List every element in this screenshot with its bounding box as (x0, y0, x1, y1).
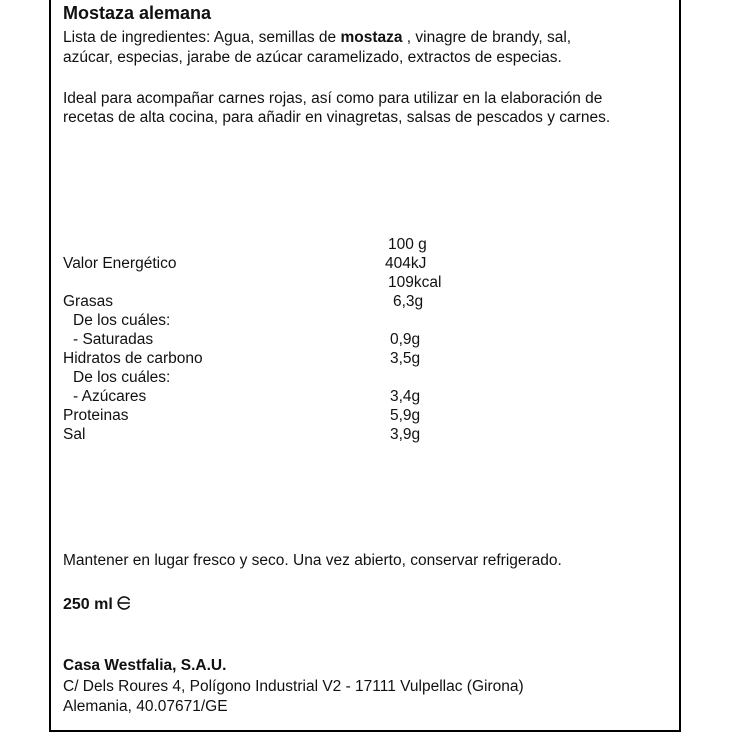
company-name: Casa Westfalia, S.A.U. (63, 657, 227, 674)
description-line-1: Ideal para acompañar carnes rojas, así como para utilizar en la elaboración de (63, 90, 603, 107)
nutrient-value: 6,3g (393, 293, 424, 310)
product-title: Mostaza alemana (63, 3, 212, 23)
energy-label: Valor Energético (63, 255, 177, 272)
energy-kcal: 109kcal (388, 274, 442, 291)
nutrition-header: 100 g (388, 236, 427, 253)
nutrient-value: 3,4g (390, 388, 421, 405)
nutrient-value: 3,5g (390, 350, 421, 367)
nutrient-label: De los cuáles: (73, 369, 171, 386)
ingredients-suffix: , vinagre de brandy, sal, (402, 29, 572, 46)
company-country-code: Alemania, 40.07671/GE (63, 698, 228, 715)
nutrient-label: Grasas (63, 293, 113, 310)
ingredients-allergen: mostaza (340, 29, 403, 46)
ingredients-line-1 (63, 28, 571, 47)
nutrient-label: - Azúcares (73, 388, 147, 405)
nutrient-value: 3,9g (390, 426, 421, 443)
nutrient-label: De los cuáles: (73, 312, 171, 329)
nutrient-label: - Saturadas (73, 331, 154, 348)
net-quantity-value: 250 ml (63, 596, 113, 613)
ingredients-line-2: azúcar, especias, jarabe de azúcar caramelizado, extractos de especias. (63, 49, 562, 66)
nutrient-value: 5,9g (390, 407, 421, 424)
nutrient-label: Proteinas (63, 407, 129, 424)
estimated-sign-icon (117, 596, 131, 610)
ingredients-prefix: Lista de ingredientes: Agua, semillas de (63, 29, 341, 46)
company-address: C/ Dels Roures 4, Polígono Industrial V2 - 17111 Vulpellac (Girona) (63, 678, 524, 695)
nutrient-value: 0,9g (390, 331, 421, 348)
net-quantity (63, 595, 131, 615)
nutrient-label: Hidratos de carbono (63, 350, 203, 367)
nutrient-label: Sal (63, 426, 86, 443)
storage-instructions: Mantener en lugar fresco y seco. Una vez abierto, conservar refrigerado. (63, 552, 562, 569)
description-line-2: recetas de alta cocina, para añadir en vinagretas, salsas de pescados y carnes. (63, 109, 611, 126)
energy-kj: 404kJ (385, 255, 427, 272)
